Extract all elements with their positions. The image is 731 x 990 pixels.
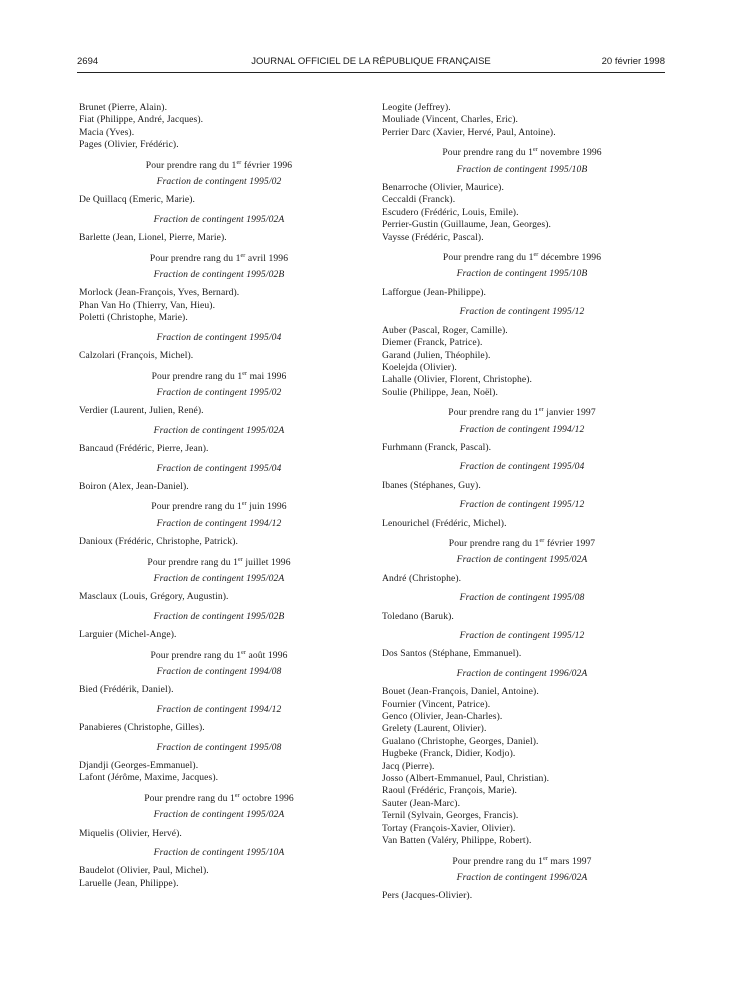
name-entry: Leogite (Jeffrey). (382, 102, 451, 113)
name-entry: Danioux (Frédéric, Christophe, Patrick). (79, 536, 239, 548)
rank-heading-date: mars 1997 (547, 855, 592, 867)
name-list (79, 481, 359, 493)
rank-heading-date: juillet 1996 (242, 556, 291, 568)
name-entry: Tortay (François-Xavier, Olivier). (382, 822, 516, 834)
fraction-heading: Fraction de contingent 1995/08 (459, 592, 585, 604)
name-entry: Grelety (Laurent, Olivier). (382, 723, 487, 735)
name-entry: De Quillacq (Emeric, Marie). (79, 194, 196, 206)
name-entry: Ibanes (Stéphanes, Guy). (382, 479, 481, 491)
rank-heading-date: février 1997 (544, 537, 596, 549)
name-entry: Perrier-Gustin (Guillaume, Jean, Georges). (382, 219, 552, 231)
ordinal-suffix: er (236, 159, 242, 166)
fraction-heading: Fraction de contingent 1995/04 (459, 461, 585, 473)
name-entry: Bouet (Jean-François, Daniel, Antoine). (382, 686, 539, 698)
name-entry: Toledano (Baruk). (382, 610, 454, 622)
name-list (79, 591, 359, 603)
fraction-heading: Fraction de contingent 1995/04 (156, 331, 282, 343)
fraction-heading: Fraction de contingent 1995/02A (153, 213, 285, 225)
rank-heading-text: Pour prendre rang du 1 (442, 147, 534, 159)
name-entry: Ternil (Sylvain, Georges, Francis). (382, 810, 519, 822)
name-list (79, 629, 359, 641)
ordinal-suffix: er (533, 147, 538, 154)
rank-heading (79, 501, 359, 513)
fraction-heading: Fraction de contingent 1994/12 (459, 423, 585, 435)
rank-heading-date: octobre 1996 (239, 792, 294, 804)
ordinal-suffix: er (241, 501, 247, 508)
name-list (382, 890, 662, 902)
name-entry: André (Christophe). (382, 572, 462, 584)
rank-heading-date: avril 1996 (245, 252, 289, 264)
name-list (79, 865, 359, 890)
name-entry: Poletti (Christophe, Marie). (79, 312, 188, 324)
fraction-heading: Fraction de contingent 1995/08 (156, 741, 282, 753)
name-list (382, 686, 662, 847)
fraction-heading: Fraction de contingent 1995/10B (456, 163, 588, 175)
name-list (382, 573, 662, 585)
rank-heading-text: Pour prendre rang du 1 (144, 792, 235, 804)
name-entry: Benarroche (Olivier, Maurice). (382, 182, 504, 194)
fraction-heading: Fraction de contingent 1996/02A (456, 871, 588, 883)
left-column (79, 102, 359, 890)
name-entry: Baudelot (Olivier, Paul, Michel). (79, 865, 209, 877)
name-entry: Lafont (Jérôme, Maxime, Jacques). (79, 772, 219, 784)
name-list (382, 480, 662, 492)
fraction-heading: Fraction de contingent 1995/02 (156, 176, 282, 188)
name-entry: Panabieres (Christophe, Gilles). (79, 722, 205, 734)
rank-heading-text: Pour prendre rang du 1 (151, 370, 243, 382)
fraction-heading: Fraction de contingent 1995/02A (153, 572, 285, 584)
name-entry: Djandji (Georges-Emmanuel). (79, 760, 199, 772)
name-list (79, 350, 359, 362)
ordinal-suffix: er (238, 556, 243, 563)
name-entry: Laruelle (Jean, Philippe). (79, 877, 179, 889)
rank-heading (382, 147, 662, 159)
name-entry: Larguier (Michel-Ange). (79, 629, 177, 641)
name-entry: Bied (Frédérik, Daniel). (79, 684, 174, 696)
name-entry: Soulie (Philippe, Jean, Noël). (382, 386, 498, 398)
issue-date: 20 février 1998 (601, 56, 665, 67)
rank-heading-text: Pour prendre rang du 1 (442, 252, 534, 264)
ordinal-suffix: er (533, 252, 539, 259)
name-entry: Miquelis (Olivier, Hervé). (79, 827, 182, 839)
name-entry: Escudero (Frédéric, Louis, Emile). (382, 206, 519, 218)
name-entry: Perrier Darc (Xavier, Hervé, Paul, Antoine). (382, 126, 556, 138)
fraction-heading: Fraction de contingent 1996/02A (456, 667, 588, 679)
name-entry: Barlette (Jean, Lionel, Pierre, Marie). (79, 232, 227, 244)
name-entry: Dos Santos (Stéphane, Emmanuel). (382, 648, 522, 660)
name-list (79, 722, 359, 734)
fraction-heading: Fraction de contingent 1995/02A (153, 424, 285, 436)
ordinal-suffix: er (234, 792, 240, 799)
rank-heading (79, 371, 359, 383)
rank-heading-text: Pour prendre rang du 1 (149, 252, 241, 264)
fraction-heading: Fraction de contingent 1995/02B (153, 269, 285, 281)
name-list (79, 760, 359, 785)
rank-heading-date: janvier 1997 (543, 407, 596, 419)
name-entry: Vaysse (Frédéric, Pascal). (382, 231, 484, 243)
rank-heading (382, 407, 662, 419)
name-entry: Pages (Olivier, Frédéric). (79, 139, 179, 151)
fraction-heading: Fraction de contingent 1994/12 (156, 517, 282, 529)
name-entry: Pers (Jacques-Olivier). (382, 890, 473, 902)
name-entry: Fournier (Vincent, Patrice). (382, 698, 491, 710)
rank-heading-date: juin 1996 (246, 501, 287, 513)
name-list (79, 536, 359, 548)
name-entry: Van Batten (Valéry, Philippe, Robert). (382, 835, 532, 847)
ordinal-suffix: er (538, 407, 544, 414)
name-entry: Koelejda (Olivier). (382, 361, 457, 373)
page-number: 2694 (77, 56, 99, 67)
name-entry: Gualano (Christophe, Georges, Daniel). (382, 735, 539, 747)
name-entry: Genco (Olivier, Jean-Charles). (382, 711, 503, 723)
name-list (382, 325, 662, 399)
fraction-heading: Fraction de contingent 1994/12 (156, 703, 282, 715)
name-entry: Masclaux (Louis, Grégory, Augustin). (79, 591, 229, 603)
name-list (382, 648, 662, 660)
name-entry: Garand (Julien, Théophile). (382, 349, 491, 361)
name-list (79, 684, 359, 696)
name-list (79, 194, 359, 206)
name-list (79, 287, 359, 324)
rank-heading-date: août 1996 (246, 649, 288, 661)
rank-heading-text: Pour prendre rang du 1 (147, 556, 239, 568)
rank-heading-text: Pour prendre rang du 1 (448, 537, 540, 549)
name-list (382, 518, 662, 530)
name-entry: Lenourichel (Frédéric, Michel). (382, 517, 507, 529)
name-entry: Hugbeke (Franck, Didier, Kodjo). (382, 748, 516, 760)
name-list (382, 611, 662, 623)
name-list (79, 443, 359, 455)
fraction-heading: Fraction de contingent 1995/04 (156, 462, 282, 474)
fraction-heading: Fraction de contingent 1995/02 (156, 386, 282, 398)
fraction-heading: Fraction de contingent 1995/10B (456, 268, 588, 280)
name-entry: Raoul (Frédéric, François, Marie). (382, 785, 518, 797)
ordinal-suffix: er (240, 252, 246, 259)
rank-heading-date: novembre 1996 (537, 147, 602, 159)
name-entry: Phan Van Ho (Thierry, Van, Hieu). (79, 299, 216, 311)
header-rule (77, 72, 665, 73)
name-entry: Macia (Yves). (79, 126, 135, 138)
name-list (79, 102, 359, 152)
fraction-heading: Fraction de contingent 1995/02B (153, 610, 285, 622)
name-entry: Lahalle (Olivier, Florent, Christophe). (382, 374, 533, 386)
rank-heading (79, 160, 359, 172)
fraction-heading: Fraction de contingent 1995/02A (153, 809, 285, 821)
name-list (382, 102, 662, 139)
name-entry: Brunet (Pierre, Alain). (79, 102, 168, 113)
name-entry: Lafforgue (Jean-Philippe). (382, 286, 487, 298)
name-entry: Sauter (Jean-Marc). (382, 797, 461, 809)
fraction-heading: Fraction de contingent 1995/02A (456, 554, 588, 566)
rank-heading (79, 793, 359, 805)
name-list (79, 828, 359, 840)
name-entry: Boiron (Alex, Jean-Daniel). (79, 480, 189, 492)
rank-heading-date: mai 1996 (247, 370, 287, 382)
name-entry: Furhmann (Franck, Pascal). (382, 441, 492, 453)
rank-heading (79, 650, 359, 662)
journal-title: JOURNAL OFFICIEL DE LA RÉPUBLIQUE FRANÇAISE (251, 56, 491, 67)
name-list (382, 442, 662, 454)
rank-heading-date: février 1996 (241, 159, 293, 171)
fraction-heading: Fraction de contingent 1995/12 (459, 306, 585, 318)
ordinal-suffix: er (241, 649, 246, 656)
rank-heading-text: Pour prendre rang du 1 (452, 855, 544, 867)
name-entry: Diemer (Franck, Patrice). (382, 337, 483, 349)
ordinal-suffix: er (242, 370, 248, 377)
name-entry: Fiat (Philippe, André, Jacques). (79, 114, 204, 126)
name-entry: Josso (Albert-Emmanuel, Paul, Christian). (382, 773, 550, 785)
rank-heading-text: Pour prendre rang du 1 (151, 501, 242, 513)
rank-heading-date: décembre 1996 (538, 252, 602, 264)
rank-heading (79, 253, 359, 265)
name-entry: Mouliade (Vincent, Charles, Eric). (382, 114, 519, 126)
rank-heading-text: Pour prendre rang du 1 (150, 649, 242, 661)
rank-heading (382, 856, 662, 868)
name-entry: Auber (Pascal, Roger, Camille). (382, 324, 508, 336)
right-column (382, 102, 662, 903)
ordinal-suffix: er (539, 537, 545, 544)
fraction-heading: Fraction de contingent 1995/10A (153, 847, 285, 859)
fraction-heading: Fraction de contingent 1995/12 (459, 499, 585, 511)
running-header (77, 56, 665, 70)
fraction-heading: Fraction de contingent 1994/08 (156, 666, 282, 677)
name-entry: Morlock (Jean-François, Yves, Bernard). (79, 287, 240, 299)
name-entry: Verdier (Laurent, Julien, René). (79, 405, 204, 417)
rank-heading-text: Pour prendre rang du 1 (145, 159, 237, 171)
name-entry: Bancaud (Frédéric, Pierre, Jean). (79, 443, 209, 455)
name-list (382, 182, 662, 244)
name-list (79, 232, 359, 244)
rank-heading (382, 252, 662, 264)
name-entry: Calzolari (François, Michel). (79, 350, 194, 362)
name-list (79, 405, 359, 417)
rank-heading (382, 538, 662, 550)
rank-heading-text: Pour prendre rang du 1 (448, 407, 539, 419)
name-entry: Jacq (Pierre). (382, 760, 435, 772)
fraction-heading: Fraction de contingent 1995/12 (459, 630, 585, 641)
ordinal-suffix: er (543, 855, 548, 862)
name-entry: Ceccaldi (Franck). (382, 194, 456, 206)
name-list (382, 287, 662, 299)
rank-heading (79, 557, 359, 569)
